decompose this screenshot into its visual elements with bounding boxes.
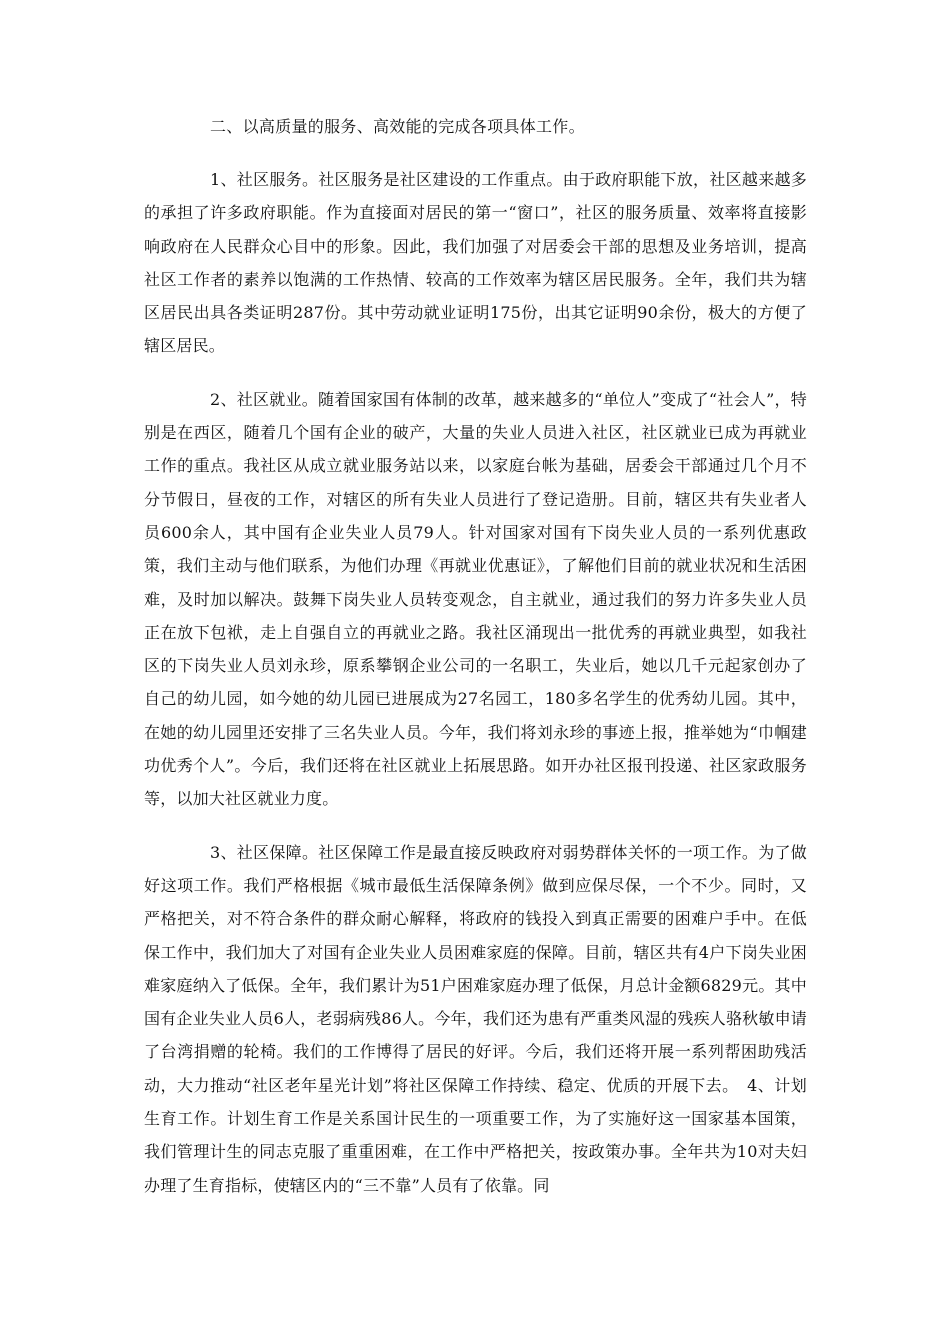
document-page <box>144 110 807 1222</box>
paragraph-community-security: 3、社区保障。社区保障工作是最直接反映政府对弱势群体关怀的一项工作。为了做好这项工作。我们严格根据《城市最低生活保障条例》做到应保尽保，一个不少。同时，又严格把关，对不符合条件的群众耐心解释，将政府的钱投入到真正需要的困难户手中。在低保工作中，我们加大了对国有企业失业人员困难家庭的保障。目前，辖区共有4户下岗失业困难家庭纳入了低保。全年，我们累计为51户困难家庭办理了低保，月总计金额6829元。其中国有企业失业人员6人，老弱病残86人。今年，我们还为患有严重类风湿的残疾人骆秋敏申请了台湾捐赠的轮椅。我们的工作博得了居民的好评。今后，我们还将开展一系列帮困助残活动，大力推动“社区老年星光计划”将社区保障工作持续、稳定、优质的开展下去。 4、计划生育工作。计划生育工作是关系国计民生的一项重要工作，为了实施好这一国家基本国策，我们管理计生的同志克服了重重困难，在工作中严格把关，按政策办事。全年共为10对夫妇办理了生育指标，使辖区内的“三不靠”人员有了依靠。同 <box>144 842 807 1195</box>
paragraph-community-service: 1、社区服务。社区服务是社区建设的工作重点。由于政府职能下放，社区越来越多的承担了许多政府职能。作为直接面对居民的第一“窗口”，社区的服务质量、效率将直接影响政府在人民群众心目中的形象。因此，我们加强了对居委会干部的思想及业务培训，提高社区工作者的素养以饱满的工作热情、较高的工作效率为辖区居民服务。全年，我们共为辖区居民出具各类证明287份。其中劳动就业证明175份，出其它证明90余份，极大的方便了辖区居民。 <box>144 170 807 356</box>
paragraph-community-employment: 2、社区就业。随着国家国有体制的改革，越来越多的“单位人”变成了“社会人”，特别是在西区，随着几个国有企业的破产，大量的失业人员进入社区，社区就业已成为再就业工作的重点。我社区从成立就业服务站以来，以家庭台帐为基础，居委会干部通过几个月不分节假日，昼夜的工作，对辖区的所有失业人员进行了登记造册。目前，辖区共有失业者人员600余人，其中国有企业失业人员79人。针对国家对国有下岗失业人员的一系列优惠政策，我们主动与他们联系，为他们办理《再就业优惠证》，了解他们目前的就业状况和生活困难，及时加以解决。鼓舞下岗失业人员转变观念，自主就业，通过我们的努力许多失业人员正在放下包袱，走上自强自立的再就业之路。我社区涌现出一批优秀的再就业典型，如我社区的下岗失业人员刘永珍，原系攀钢企业公司的一名职工，失业后，她以几千元起家创办了自己的幼儿园，如今她的幼儿园已进展成为27名园工，180多名学生的优秀幼儿园。其中，在她的幼儿园里还安排了三名失业人员。今年，我们将刘永珍的事迹上报，推举她为“巾帼建功优秀个人”。今后，我们还将在社区就业上拓展思路。如开办社区报刊投递、社区家政服务等，以加大社区就业力度。 <box>144 389 807 809</box>
section-heading: 二、以高质量的服务、高效能的完成各项具体工作。 <box>210 117 585 136</box>
